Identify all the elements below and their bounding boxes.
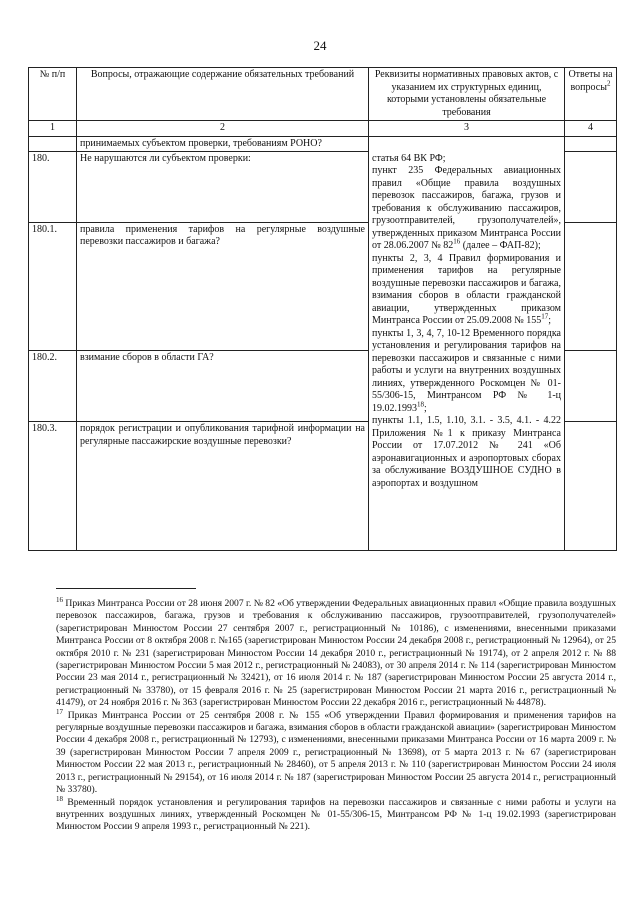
column-number: 3 [369,121,565,137]
row-question: порядок регистрации и опубликования тарифной информации на регулярные пассажирские воздушные перевозки? [77,422,369,550]
requirements-table [28,67,617,551]
footnote [56,595,616,710]
requisite-text: пункт 235 Федеральных авиационных правил «Общие правила воздушных перевозок пассажиров, багажа, грузов и требования к обслуживанию пассажиров, грузоотправителей, грузополучателей», утвержденных приказом Минтранса России от 28.06.2007 № $82^{16}$ (далее – ФАП-82); [372,165,561,251]
footnote-text: Временный порядок установления и регулирования тарифов на перевозки пассажиров и связанные с ними работы и услуги на внутренних воздушных линиях, утвержденный Роскомцен № 01-55/306-15, Минтрансом РФ № 1-ц 19.02.1993 (зарегистрирован Минюстом России 9 апреля 1993 г., регистрационный № 221). [56,796,616,833]
row-answer [565,222,617,350]
row-answer [565,422,617,550]
header-answers [565,68,617,121]
row-question: правила применения тарифов на регулярные воздушные перевозки пассажиров и багажа? [77,222,369,350]
table-row [29,136,617,152]
requisite-text: пункты 1, 3, 4, 7, 10-12 Временного порядка установления и регулирования тарифов на перевозки пассажиров и связанные с ними работы и услуги на внутренних воздушных линиях, утвержденного Роскомцен № 01-55/306-15, Минтрансом РФ № 1-ц 19.02.1993$^{18}$; [372,327,561,414]
row-question: Не нарушаются ли субъектом проверки: [77,152,369,223]
row-answer [565,351,617,422]
footnote-text: Приказ Минтранса России от 25 сентября 2008 г. № 155 «Об утверждении Правил формирования и применения тарифов на регулярные воздушные перевозки пассажиров и багажа, взимания сборов в области гражданской авиации» (зарегистрирован Минюстом России 4 декабря 2008 г., регистрационный № 12793), с изменениями, внесенными приказами Минтранса России от 16 марта 2009 г. № 39 (зарегистрирован Минюстом России 7 апреля 2009 г., регистрационный № 13698), от 5 марта 2013 г. № 67 (зарегистрирован Минюстом России 22 мая 2013 г., регистрационный № 28460), от 5 апреля 2013 г. № 110 (зарегистрирован Минюстом России 24 июля 2013 г., регистрационный № 29154), от 16 июля 2014 г. № 187 (зарегистрирован Минюстом России 25 августа 2014 г., регистрационный № 33780). [56,709,616,796]
requisite-text: пункты 2, 3, 4 Правил формирования и применения тарифов на регулярные воздушные перевозки пассажиров и багажа, взимания сборов в области гражданской авиации, утвержденных приказом Минтранса России от 25.09.2008 № $155^{17}$; [372,252,561,326]
footnote-mark: 16 [56,595,63,604]
row-answer [565,136,617,152]
header-answers-text: Ответы на вопросы [568,69,613,93]
row-num: 180.1. [29,222,77,350]
requisite-text: статья 64 ВК РФ; [372,152,446,164]
footnote-text: Приказ Минтранса России от 28 июня 2007 г. № 82 «Об утверждении Федеральных авиационных правил «Общие правила воздушных перевозок пассажиров, багажа, грузов и требования к обслуживанию пассажиров, грузоотправителей, грузополучателей» (зарегистрирован Минюстом России 27 сентября 2007 г., регистрационный № 10186), с изменениями, внесенными приказами Минтранса России от 8 октября 2008 г. №165 (зарегистрирован Минюстом России 24 декабря 2008 г., регистрационный № 12964), от 25 октября 2010 г. № 231 (зарегистрирован Минюстом России 14 декабря 2010 г., регистрационный № 19174), от 2 апреля 2012 г. № 88 (зарегистрирован Минюстом России 5 мая 2012 г., регистрационный № 24083), от 30 апреля 2014 г. № 114 (зарегистрирован Минюстом России 23 мая 2014 г., регистрационный № 32421), от 16 июля 2014 г. № 187 (зарегистрирован Минюстом России 25 августа 2014 г., регистрационный № 33780), от 15 февраля 2016 г. № 25 (зарегистрирован Минюстом России 21 марта 2016 г., регистрационный № 41479), от 24 ноября 2016 г. № 363 (зарегистрирован Минюстом России 22 декабря 2016 г., регистрационный № 44878). [56,598,616,709]
row-num: 180.2. [29,351,77,422]
footnote [56,707,616,797]
row-num: 180. [29,152,77,223]
table-header-row [29,68,617,121]
footnote [56,794,616,834]
column-number: 4 [565,121,617,137]
footnotes [56,595,616,834]
row-num: 180.3. [29,422,77,550]
column-number: 2 [77,121,369,137]
column-number: 1 [29,121,77,137]
requisite-text: пункты 1.1, 1.5, 1.10, 3.1. - 3.5, 4.1. - 4.22 Приложения №1 к приказу Минтранса России от 17.07.2012 № 241 «Об аэронавигационных и аэропортовых сборах за обслуживание ВОЗДУШНОЕ СУДНО в аэропортах и воздушном [372,415,561,489]
footnote-mark: 17 [56,707,63,716]
footnote-divider [56,588,196,589]
column-number-row [29,121,617,137]
row-requisites [369,136,565,152]
footnote-mark: 18 [56,794,63,803]
header-answers-sup: 2 [606,79,611,88]
table-row [29,152,617,223]
header-requisites: Реквизиты нормативных правовых актов, с указанием их структурных единиц, которыми установлены обязательные требования [369,68,565,121]
page-number: 24 [313,38,327,53]
requisites-cell [369,152,565,551]
header-question: Вопросы, отражающие содержание обязательных требований [77,68,369,121]
row-question: принимаемых субъектом проверки, требованиям РОНО? [77,136,369,152]
row-question: взимание сборов в области ГА? [77,351,369,422]
row-answer [565,152,617,223]
row-num [29,136,77,152]
header-num: № п/п [29,68,77,121]
